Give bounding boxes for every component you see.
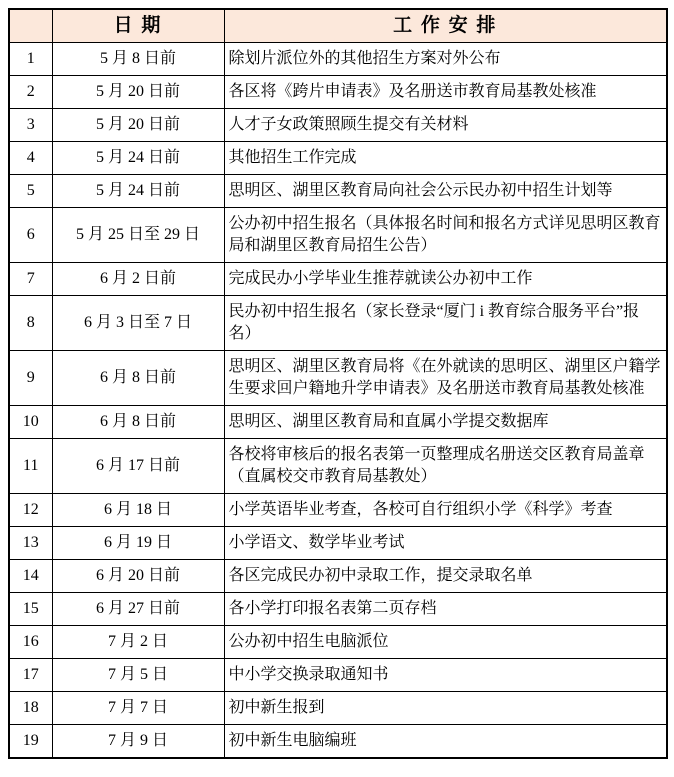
row-number-cell: 1 bbox=[9, 43, 52, 76]
row-number-cell: 4 bbox=[9, 142, 52, 175]
row-number-cell: 6 bbox=[9, 208, 52, 263]
row-number-cell: 7 bbox=[9, 263, 52, 296]
schedule-table bbox=[8, 8, 668, 759]
task-cell: 公办初中招生报名（具体报名时间和报名方式详见思明区教育局和湖里区教育局招生公告） bbox=[224, 208, 667, 263]
table-row bbox=[9, 560, 667, 593]
row-number-cell: 2 bbox=[9, 76, 52, 109]
task-cell: 各区将《跨片申请表》及名册送市教育局基教处核准 bbox=[224, 76, 667, 109]
row-number-cell: 8 bbox=[9, 296, 52, 351]
row-number-cell: 3 bbox=[9, 109, 52, 142]
row-number-cell: 18 bbox=[9, 692, 52, 725]
task-cell: 公办初中招生电脑派位 bbox=[224, 626, 667, 659]
task-cell: 中小学交换录取通知书 bbox=[224, 659, 667, 692]
row-number-cell: 11 bbox=[9, 439, 52, 494]
date-cell: 6 月 19 日 bbox=[52, 527, 224, 560]
date-cell: 6 月 8 日前 bbox=[52, 406, 224, 439]
header-row bbox=[9, 9, 667, 43]
table-row bbox=[9, 351, 667, 406]
table-row bbox=[9, 626, 667, 659]
row-number-cell: 16 bbox=[9, 626, 52, 659]
task-cell: 完成民办小学毕业生推荐就读公办初中工作 bbox=[224, 263, 667, 296]
row-number-cell: 10 bbox=[9, 406, 52, 439]
row-number-cell: 17 bbox=[9, 659, 52, 692]
table-row bbox=[9, 263, 667, 296]
date-cell: 5 月 8 日前 bbox=[52, 43, 224, 76]
task-cell: 小学语文、数学毕业考试 bbox=[224, 527, 667, 560]
table-row bbox=[9, 692, 667, 725]
row-number-cell: 15 bbox=[9, 593, 52, 626]
schedule-table-header bbox=[9, 9, 667, 43]
date-cell: 7 月 5 日 bbox=[52, 659, 224, 692]
table-row bbox=[9, 208, 667, 263]
table-row bbox=[9, 725, 667, 759]
date-cell: 5 月 24 日前 bbox=[52, 175, 224, 208]
table-row bbox=[9, 527, 667, 560]
row-number-cell: 12 bbox=[9, 494, 52, 527]
row-number-cell: 19 bbox=[9, 725, 52, 759]
task-cell: 初中新生电脑编班 bbox=[224, 725, 667, 759]
task-cell: 其他招生工作完成 bbox=[224, 142, 667, 175]
date-cell: 7 月 7 日 bbox=[52, 692, 224, 725]
table-row bbox=[9, 439, 667, 494]
date-cell: 6 月 2 日前 bbox=[52, 263, 224, 296]
date-cell: 5 月 20 日前 bbox=[52, 109, 224, 142]
task-cell: 民办初中招生报名（家长登录“厦门 i 教育综合服务平台”报名） bbox=[224, 296, 667, 351]
row-number-cell: 5 bbox=[9, 175, 52, 208]
task-cell: 思明区、湖里区教育局将《在外就读的思明区、湖里区户籍学生要求回户籍地升学申请表》及名册送市教育局基教处核准 bbox=[224, 351, 667, 406]
task-cell: 思明区、湖里区教育局和直属小学提交数据库 bbox=[224, 406, 667, 439]
date-cell: 6 月 20 日前 bbox=[52, 560, 224, 593]
table-row bbox=[9, 593, 667, 626]
task-cell: 各校将审核后的报名表第一页整理成名册送交区教育局盖章（直属校交市教育局基教处） bbox=[224, 439, 667, 494]
date-cell: 6 月 8 日前 bbox=[52, 351, 224, 406]
date-cell: 6 月 17 日前 bbox=[52, 439, 224, 494]
task-cell: 思明区、湖里区教育局向社会公示民办初中招生计划等 bbox=[224, 175, 667, 208]
table-row bbox=[9, 175, 667, 208]
row-number-cell: 14 bbox=[9, 560, 52, 593]
schedule-table-body bbox=[9, 43, 667, 759]
date-cell: 7 月 2 日 bbox=[52, 626, 224, 659]
table-row bbox=[9, 406, 667, 439]
task-cell: 初中新生报到 bbox=[224, 692, 667, 725]
date-cell: 7 月 9 日 bbox=[52, 725, 224, 759]
table-row bbox=[9, 296, 667, 351]
table-row bbox=[9, 109, 667, 142]
date-cell: 5 月 20 日前 bbox=[52, 76, 224, 109]
row-number-cell: 9 bbox=[9, 351, 52, 406]
header-number-cell bbox=[9, 9, 52, 43]
date-cell: 6 月 3 日至 7 日 bbox=[52, 296, 224, 351]
table-row bbox=[9, 43, 667, 76]
task-cell: 各区完成民办初中录取工作，提交录取名单 bbox=[224, 560, 667, 593]
task-cell: 人才子女政策照顾生提交有关材料 bbox=[224, 109, 667, 142]
header-work-cell: 工 作 安 排 bbox=[224, 9, 667, 43]
table-row bbox=[9, 142, 667, 175]
date-cell: 5 月 24 日前 bbox=[52, 142, 224, 175]
row-number-cell: 13 bbox=[9, 527, 52, 560]
table-row bbox=[9, 76, 667, 109]
table-row bbox=[9, 494, 667, 527]
task-cell: 各小学打印报名表第二页存档 bbox=[224, 593, 667, 626]
task-cell: 除划片派位外的其他招生方案对外公布 bbox=[224, 43, 667, 76]
table-row bbox=[9, 659, 667, 692]
date-cell: 5 月 25 日至 29 日 bbox=[52, 208, 224, 263]
date-cell: 6 月 27 日前 bbox=[52, 593, 224, 626]
header-date-cell: 日 期 bbox=[52, 9, 224, 43]
task-cell: 小学英语毕业考查，各校可自行组织小学《科学》考查 bbox=[224, 494, 667, 527]
date-cell: 6 月 18 日 bbox=[52, 494, 224, 527]
